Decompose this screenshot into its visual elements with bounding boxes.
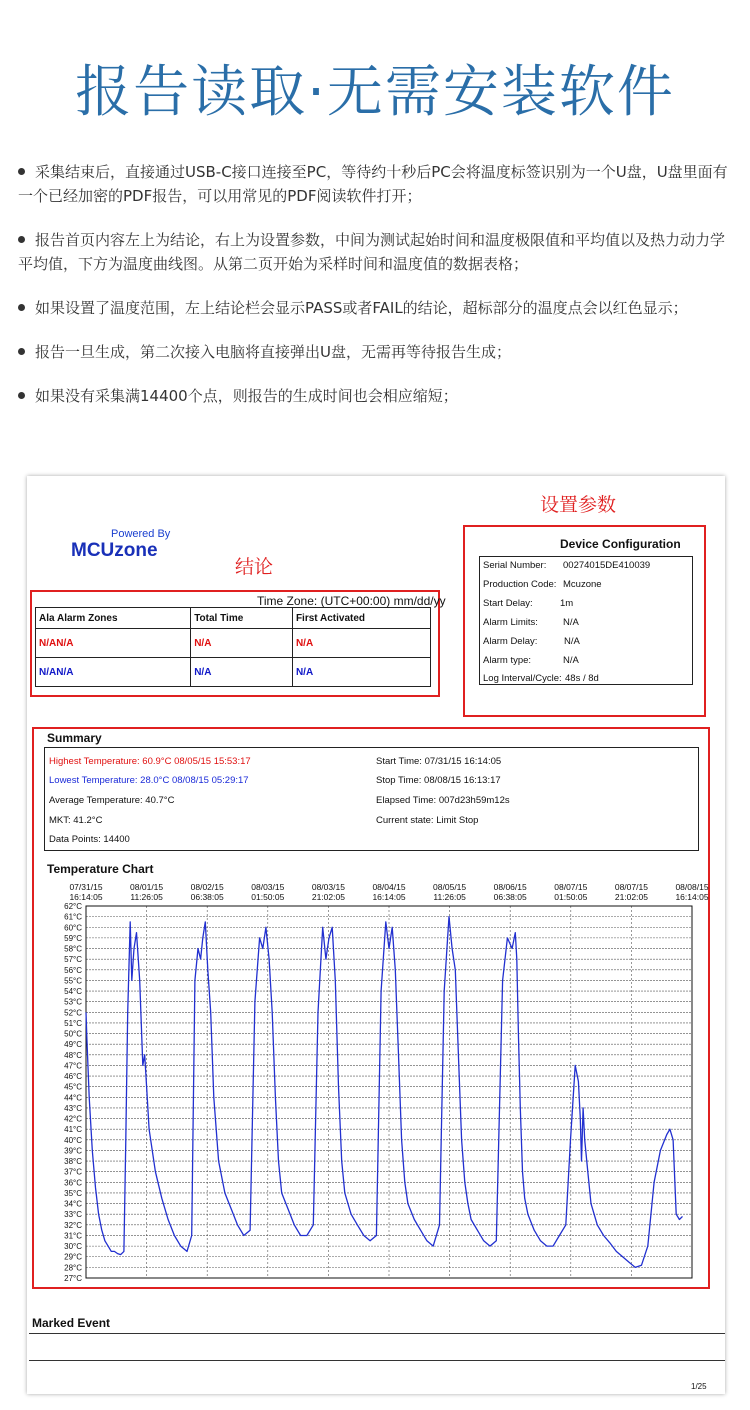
mkt-value: MKT: 41.2°C — [49, 815, 103, 826]
page-number: 1/25 — [691, 1382, 707, 1391]
x-tick-label: 16:14:05 — [372, 892, 406, 902]
y-tick-label: 58°C — [64, 944, 82, 954]
device-value: 48s / 8d — [565, 673, 599, 684]
y-tick-label: 54°C — [64, 987, 82, 997]
x-tick-label: 16:14:05 — [69, 892, 103, 902]
table-header-row — [36, 608, 431, 629]
settings-label: 设置参数 — [540, 494, 617, 516]
temperature-series-line — [86, 917, 683, 1268]
list-item-text: 报告首页内容左上为结论，右上为设置参数，中间为测试起始时间和温度极限值和平均值以及热力动力学平均值，下方为温度曲线图。从第二页开始为采样时间和温度值的数据表格； — [18, 231, 726, 273]
y-tick-label: 36°C — [64, 1178, 82, 1188]
x-tick-label: 21:02:05 — [311, 892, 345, 902]
x-tick-label: 08/05/15 — [433, 882, 467, 892]
device-config-title: Device Configuration — [560, 537, 681, 551]
table-cell: N/A — [191, 658, 293, 687]
x-tick-label: 07/31/15 — [69, 882, 103, 892]
y-tick-label: 44°C — [64, 1093, 82, 1103]
y-tick-label: 41°C — [64, 1125, 82, 1135]
x-tick-label: 08/03/15 — [311, 882, 345, 892]
x-tick-label: 08/07/15 — [554, 882, 588, 892]
y-tick-label: 38°C — [64, 1157, 82, 1167]
y-tick-label: 30°C — [64, 1242, 82, 1252]
device-label: Serial Number: — [483, 560, 547, 571]
timezone-text: Time Zone: (UTC+00:00) mm/dd/yy — [257, 594, 446, 608]
x-tick-label: 01:50:05 — [554, 892, 588, 902]
x-tick-label: 01:50:05 — [251, 892, 285, 902]
y-tick-label: 61°C — [64, 912, 82, 922]
table-cell: N/A — [292, 629, 430, 658]
list-item-text: 如果没有采集满14400个点，则报告的生成时间也会相应缩短； — [35, 387, 458, 405]
table-cell: N/AN/A — [36, 629, 191, 658]
y-tick-label: 31°C — [64, 1231, 82, 1241]
y-tick-label: 42°C — [64, 1114, 82, 1124]
bullet-dot-icon — [18, 304, 25, 311]
y-tick-label: 33°C — [64, 1210, 82, 1220]
list-item-text: 报告一旦生成，第二次接入电脑将直接弹出U盘，无需再等待报告生成； — [35, 343, 511, 361]
y-tick-label: 35°C — [64, 1188, 82, 1198]
highest-temperature: Highest Temperature: 60.9°C 08/05/15 15:53:17 — [49, 756, 251, 767]
device-value: N/A — [563, 655, 579, 666]
stop-time: Stop Time: 08/08/15 16:13:17 — [376, 775, 501, 786]
list-item — [18, 340, 730, 364]
x-tick-label: 16:14:05 — [675, 892, 709, 902]
x-tick-label: 08/04/15 — [372, 882, 406, 892]
divider — [29, 1360, 725, 1361]
device-value: Mcuzone — [563, 579, 602, 590]
y-tick-label: 62°C — [64, 902, 82, 911]
divider — [29, 1333, 725, 1334]
x-tick-label: 08/06/15 — [493, 882, 527, 892]
data-points: Data Points: 14400 — [49, 834, 130, 845]
x-tick-label: 11:26:05 — [433, 892, 466, 902]
start-time: Start Time: 07/31/15 16:14:05 — [376, 756, 502, 767]
y-tick-label: 29°C — [64, 1252, 82, 1262]
average-temperature: Average Temperature: 40.7°C — [49, 795, 175, 806]
bullet-dot-icon — [18, 168, 25, 175]
brand-logo: MCUzone — [71, 540, 158, 561]
y-tick-label: 27°C — [64, 1274, 82, 1283]
y-tick-label: 43°C — [64, 1103, 82, 1113]
device-label: Alarm Limits: — [483, 617, 538, 628]
y-tick-label: 37°C — [64, 1167, 82, 1177]
x-tick-label: 08/07/15 — [614, 882, 648, 892]
bullet-dot-icon — [18, 348, 25, 355]
y-tick-label: 49°C — [64, 1040, 82, 1050]
device-value: N/A — [564, 636, 580, 647]
y-tick-label: 56°C — [64, 965, 82, 975]
x-tick-label: 06:38:05 — [190, 892, 224, 902]
device-label: Alarm Delay: — [483, 636, 538, 647]
page-title: 报告读取·无需安装软件 — [75, 60, 675, 125]
y-tick-label: 28°C — [64, 1263, 82, 1273]
list-item-text: 采集结束后，直接通过USB-C接口连接至PC，等待约十秒后PC会将温度标签识别为一个U盘，U盘里面有一个已经加密的PDF报告，可以用常见的PDF阅读软件打开； — [18, 163, 728, 205]
device-value: 00274015DE410039 — [563, 560, 651, 571]
y-tick-label: 53°C — [64, 997, 82, 1007]
pdf-report-page — [27, 476, 725, 1394]
device-label: Log Interval/Cycle: — [483, 673, 562, 684]
y-tick-label: 59°C — [64, 933, 82, 943]
y-tick-label: 50°C — [64, 1029, 82, 1039]
y-tick-label: 45°C — [64, 1082, 82, 1092]
table-cell: N/AN/A — [36, 658, 191, 687]
bullet-dot-icon — [18, 236, 25, 243]
y-tick-label: 52°C — [64, 1008, 82, 1018]
temperature-chart — [27, 876, 725, 1296]
alarm-table — [35, 607, 431, 687]
y-tick-label: 34°C — [64, 1199, 82, 1209]
column-header: Ala Alarm Zones — [36, 608, 191, 629]
list-item-text: 如果设置了温度范围，左上结论栏会显示PASS或者FAIL的结论，超标部分的温度点会以红色显示； — [35, 299, 688, 317]
y-tick-label: 48°C — [64, 1050, 82, 1060]
y-tick-label: 55°C — [64, 976, 82, 986]
y-tick-label: 32°C — [64, 1220, 82, 1230]
device-value: N/A — [563, 617, 579, 628]
list-item — [18, 160, 730, 208]
elapsed-time: Elapsed Time: 007d23h59m12s — [376, 795, 510, 806]
y-tick-label: 57°C — [64, 955, 82, 965]
y-tick-label: 39°C — [64, 1146, 82, 1156]
current-state: Current state: Limit Stop — [376, 815, 479, 826]
list-item — [18, 296, 730, 320]
feature-list — [18, 160, 730, 428]
table-cell: N/A — [191, 629, 293, 658]
conclusion-label: 结论 — [235, 556, 274, 578]
list-item — [18, 228, 730, 276]
column-header: First Activated — [292, 608, 430, 629]
column-header: Total Time — [191, 608, 293, 629]
table-cell: N/A — [292, 658, 430, 687]
lowest-temperature: Lowest Temperature: 28.0°C 08/08/15 05:29:17 — [49, 775, 249, 786]
summary-title: Summary — [47, 731, 102, 745]
list-item — [18, 384, 730, 408]
y-tick-label: 40°C — [64, 1135, 82, 1145]
x-tick-label: 08/08/15 — [675, 882, 709, 892]
y-tick-label: 60°C — [64, 923, 82, 933]
x-tick-label: 21:02:05 — [614, 892, 648, 902]
x-tick-label: 08/01/15 — [130, 882, 164, 892]
y-tick-label: 47°C — [64, 1061, 82, 1071]
chart-title: Temperature Chart — [47, 862, 154, 876]
y-tick-label: 51°C — [64, 1018, 82, 1028]
bullet-dot-icon — [18, 392, 25, 399]
y-tick-label: 46°C — [64, 1072, 82, 1082]
x-tick-label: 08/03/15 — [251, 882, 285, 892]
device-value: 1m — [560, 598, 574, 609]
powered-by-text: Powered By — [111, 528, 171, 540]
table-row — [36, 629, 431, 658]
x-tick-label: 06:38:05 — [493, 892, 527, 902]
device-label: Alarm type: — [483, 655, 532, 666]
marked-event-title: Marked Event — [32, 1316, 111, 1330]
table-row — [36, 658, 431, 687]
device-label: Production Code: — [483, 579, 557, 590]
x-tick-label: 08/02/15 — [190, 882, 224, 892]
x-tick-label: 11:26:05 — [130, 892, 163, 902]
device-label: Start Delay: — [483, 598, 533, 609]
